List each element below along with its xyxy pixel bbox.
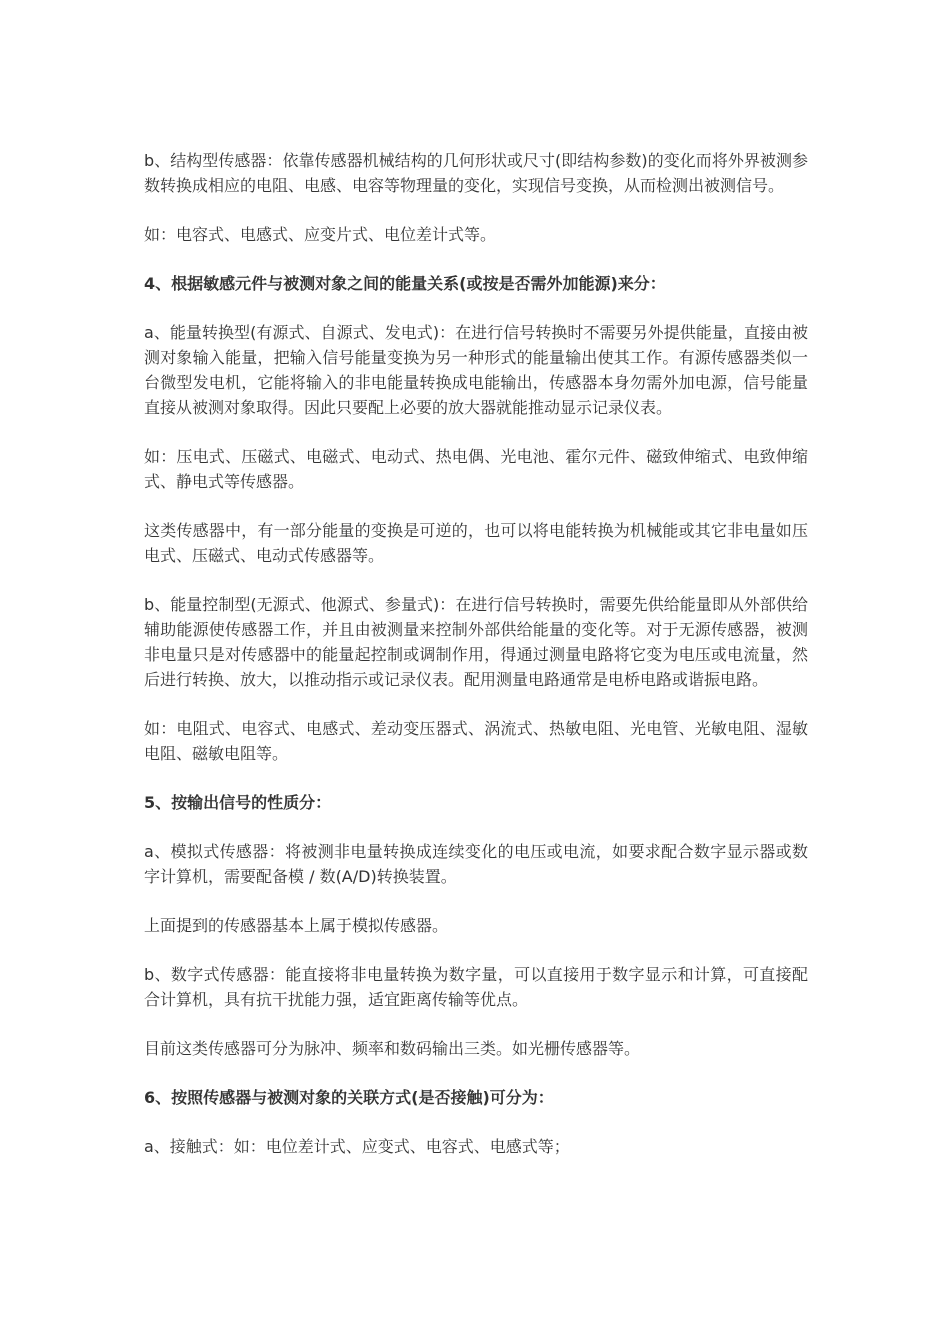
paragraph-energy-conversion: a、能量转换型(有源式、自源式、发电式)：在进行信号转换时不需要另外提供能量，直接由被测对象输入能量，把输入信号能量变换为另一种形式的能量输出使其工作。有源传感器类似一台微型发电机，它能将输入的非电能量转换成电能输出，传感器本身勿需外加电源，信号能量直接从被测对象取得。因此只要配上必要的放大器就能推动显示记录仪表。 (144, 323, 808, 417)
paragraph-reversible-note: 这类传感器中，有一部分能量的变换是可逆的，也可以将电能转换为机械能或其它非电量如压电式、压磁式、电动式传感器等。 (144, 521, 808, 565)
paragraph-analog-sensor: a、模拟式传感器：将被测非电量转换成连续变化的电压或电流，如要求配合数字显示器或数字计算机，需要配备模 / 数(A/D)转换装置。 (144, 842, 808, 886)
paragraph-structural-examples: 如：电容式、电感式、应变片式、电位差计式等。 (144, 225, 497, 244)
paragraph-analog-note: 上面提到的传感器基本上属于模拟传感器。 (144, 916, 449, 935)
paragraph-digital-note: 目前这类传感器可分为脉冲、频率和数码输出三类。如光栅传感器等。 (144, 1039, 641, 1058)
paragraph-digital-sensor: b、数字式传感器：能直接将非电量转换为数字量，可以直接用于数字显示和计算，可直接配合计算机，具有抗干扰能力强，适宜距离传输等优点。 (144, 965, 808, 1009)
document-body (144, 148, 808, 1183)
section-heading-output-signal: 5、按输出信号的性质分： (144, 793, 332, 812)
paragraph-structural-sensor: b、结构型传感器：依靠传感器机械结构的几何形状或尺寸(即结构参数)的变化而将外界被测参数转换成相应的电阻、电感、电容等物理量的变化，实现信号变换，从而检测出被测信号。 (144, 151, 808, 195)
paragraph-energy-conversion-examples: 如：压电式、压磁式、电磁式、电动式、热电偶、光电池、霍尔元件、磁致伸缩式、电致伸缩式、静电式等传感器。 (144, 447, 808, 491)
paragraph-energy-control-examples: 如：电阻式、电容式、电感式、差动变压器式、涡流式、热敏电阻、光电管、光敏电阻、湿敏电阻、磁敏电阻等。 (144, 719, 808, 763)
section-heading-energy-relation: 4、根据敏感元件与被测对象之间的能量关系(或按是否需外加能源)来分： (144, 274, 666, 293)
section-heading-contact-mode: 6、按照传感器与被测对象的关联方式(是否接触)可分为： (144, 1088, 554, 1107)
paragraph-contact-type: a、接触式：如：电位差计式、应变式、电容式、电感式等； (144, 1137, 570, 1156)
paragraph-energy-control: b、能量控制型(无源式、他源式、参量式)：在进行信号转换时，需要先供给能量即从外部供给辅助能源使传感器工作，并且由被测量来控制外部供给能量的变化等。对于无源传感器，被测非电量只是对传感器中的能量起控制或调制作用，得通过测量电路将它变为电压或电流量，然后进行转换、放大，以推动指示或记录仪表。配用测量电路通常是电桥电路或谐振电路。 (144, 595, 808, 689)
